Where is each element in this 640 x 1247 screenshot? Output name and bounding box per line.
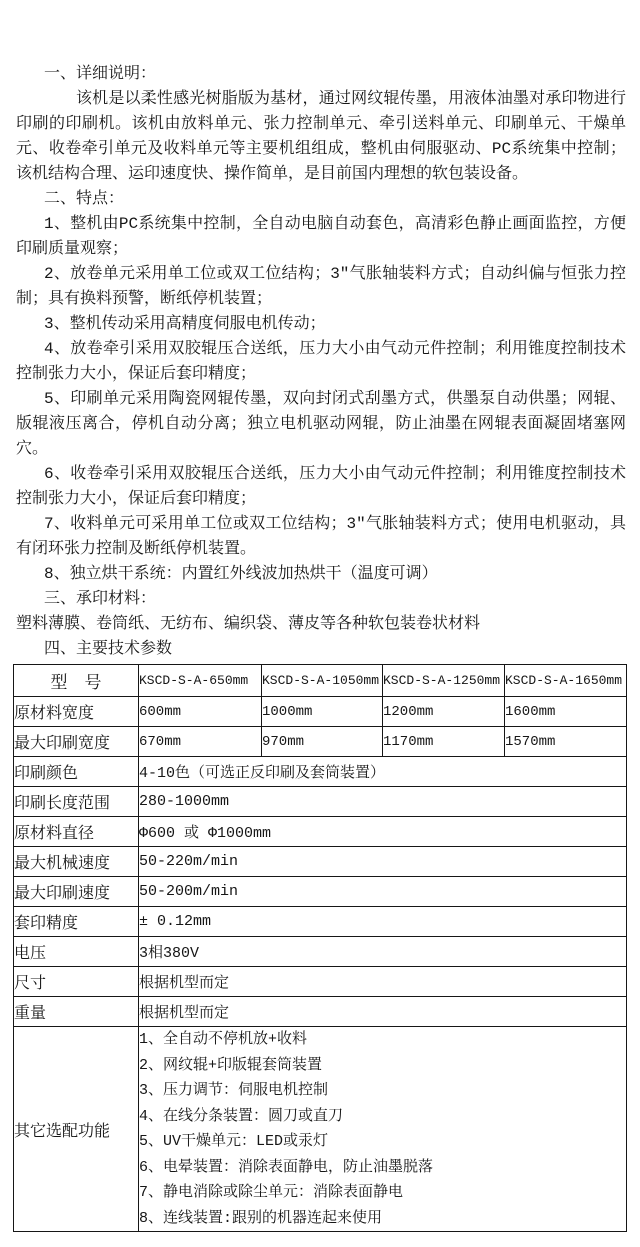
- section-heading-features: 二、特点：: [44, 190, 125, 208]
- material-width-value-1: 600mm: [139, 697, 262, 727]
- colors-value: 4-10色（可选正反印刷及套筒装置）: [139, 757, 627, 787]
- max-print-speed-value: 50-200m/min: [139, 877, 627, 907]
- row-label-max-print-speed: 最大印刷速度: [14, 877, 139, 907]
- material-width-value-2: 1000mm: [262, 697, 383, 727]
- materials-paragraph: 塑料薄膜、卷筒纸、无纺布、编织袋、薄皮等各种软包装卷状材料: [16, 615, 481, 633]
- feature-item-6: 6、收卷牵引采用双胶辊压合送纸，压力大小由气动元件控制；利用锥度控制技术控制张力大小，保证后套印精度；: [16, 465, 626, 508]
- row-label-print-width: 最大印刷宽度: [14, 727, 139, 757]
- row-label-material-width: 原材料宽度: [14, 697, 139, 727]
- table-row-print-width: [14, 727, 627, 757]
- print-width-value-1: 670mm: [139, 727, 262, 757]
- spec-table: [13, 664, 627, 1232]
- table-row-options: [14, 1027, 627, 1232]
- material-width-value-4: 1600mm: [505, 697, 627, 727]
- table-row-colors: [14, 757, 627, 787]
- model-value-4: KSCD-S-A-1650mm: [505, 665, 627, 697]
- registration-value: ± 0.12mm: [139, 907, 627, 937]
- weight-value: 根据机型而定: [139, 997, 627, 1027]
- model-value-1: KSCD-S-A-650mm: [139, 665, 262, 697]
- material-diameter-value: Φ600 或 Φ1000mm: [139, 817, 627, 847]
- table-row-material-width: [14, 697, 627, 727]
- material-width-value-3: 1200mm: [383, 697, 505, 727]
- section-heading-description: 一、详细说明：: [44, 65, 157, 83]
- row-label-voltage: 电压: [14, 937, 139, 967]
- option-item-5: 5、UV干燥单元：LED或汞灯: [139, 1133, 329, 1150]
- row-label-registration: 套印精度: [14, 907, 139, 937]
- table-row-max-print-speed: [14, 877, 627, 907]
- option-item-1: 1、全自动不停机放+收料: [139, 1031, 308, 1048]
- feature-item-5: 5、印刷单元采用陶瓷网辊传墨，双向封闭式刮墨方式，供墨泵自动供墨；网辊、版辊液压离合，停机自动分离；独立电机驱动网辊，防止油墨在网辊表面凝固堵塞网穴。: [16, 390, 626, 458]
- print-width-value-3: 1170mm: [383, 727, 505, 757]
- feature-item-8: 8、独立烘干系统：内置红外线波加热烘干（温度可调）: [44, 565, 438, 583]
- section-heading-parameters: 四、主要技术参数: [44, 640, 173, 658]
- voltage-value: 3相380V: [139, 937, 627, 967]
- section-heading-materials: 三、承印材料：: [44, 590, 157, 608]
- max-mech-speed-value: 50-220m/min: [139, 847, 627, 877]
- option-item-2: 2、网纹辊+印版辊套筒装置: [139, 1056, 323, 1074]
- print-length-value: 280-1000mm: [139, 787, 627, 817]
- description-paragraph: 该机是以柔性感光树脂版为基材，通过网纹辊传墨，用液体油墨对承印物进行印刷的印刷机。该机由放料单元、张力控制单元、牵引送料单元、印刷单元、干燥单元、收卷牵引单元及收料单元等主要机组组成，整机由伺服驱动、PC系统集中控制；该机结构合理、运印速度快、操作简单，是目前国内理想的软包装设备。: [16, 90, 626, 183]
- feature-item-1: 1、整机由PC系统集中控制，全自动电脑自动套色，高清彩色静止画面监控，方便印刷质量观察；: [16, 215, 626, 258]
- print-width-value-4: 1570mm: [505, 727, 627, 757]
- dimensions-value: 根据机型而定: [139, 967, 627, 997]
- row-label-print-length: 印刷长度范围: [14, 787, 139, 817]
- option-item-3: 3、压力调节：伺服电机控制: [139, 1082, 329, 1099]
- option-item-7: 7、静电消除或除尘单元：消除表面静电: [139, 1184, 404, 1201]
- feature-item-7: 7、收料单元可采用单工位或双工位结构；3″气胀轴装料方式；使用电机驱动，具有闭环张力控制及断纸停机装置。: [16, 515, 626, 558]
- model-value-2: KSCD-S-A-1050mm: [262, 665, 383, 697]
- table-row-registration: [14, 907, 627, 937]
- table-row-dimensions: [14, 967, 627, 997]
- row-label-max-mech-speed: 最大机械速度: [14, 847, 139, 877]
- table-row-material-diameter: [14, 817, 627, 847]
- table-row-weight: [14, 997, 627, 1027]
- model-value-3: KSCD-S-A-1250mm: [383, 665, 505, 697]
- options-list: [139, 1027, 627, 1232]
- option-item-4: 4、在线分条装置：圆刀或直刀: [139, 1107, 344, 1125]
- option-item-6: 6、电晕装置：消除表面静电，防止油墨脱落: [139, 1158, 434, 1176]
- row-label-options: 其它选配功能: [14, 1027, 139, 1232]
- option-item-8: 8、连线装置:跟别的机器连起来使用: [139, 1209, 383, 1227]
- table-row-model: [14, 665, 627, 697]
- row-label-model: 型 号: [14, 665, 139, 697]
- table-row-voltage: [14, 937, 627, 967]
- feature-item-4: 4、放卷牵引采用双胶辊压合送纸，压力大小由气动元件控制；利用锥度控制技术控制张力大小，保证后套印精度；: [16, 340, 626, 383]
- table-row-max-mech-speed: [14, 847, 627, 877]
- table-row-print-length: [14, 787, 627, 817]
- row-label-dimensions: 尺寸: [14, 967, 139, 997]
- row-label-colors: 印刷颜色: [14, 757, 139, 787]
- feature-item-3: 3、整机传动采用高精度伺服电机传动；: [44, 315, 326, 333]
- row-label-weight: 重量: [14, 997, 139, 1027]
- feature-item-2: 2、放卷单元采用单工位或双工位结构；3″气胀轴装料方式；自动纠偏与恒张力控制；具有换料预警，断纸停机装置；: [16, 265, 626, 308]
- print-width-value-2: 970mm: [262, 727, 383, 757]
- row-label-material-diameter: 原材料直径: [14, 817, 139, 847]
